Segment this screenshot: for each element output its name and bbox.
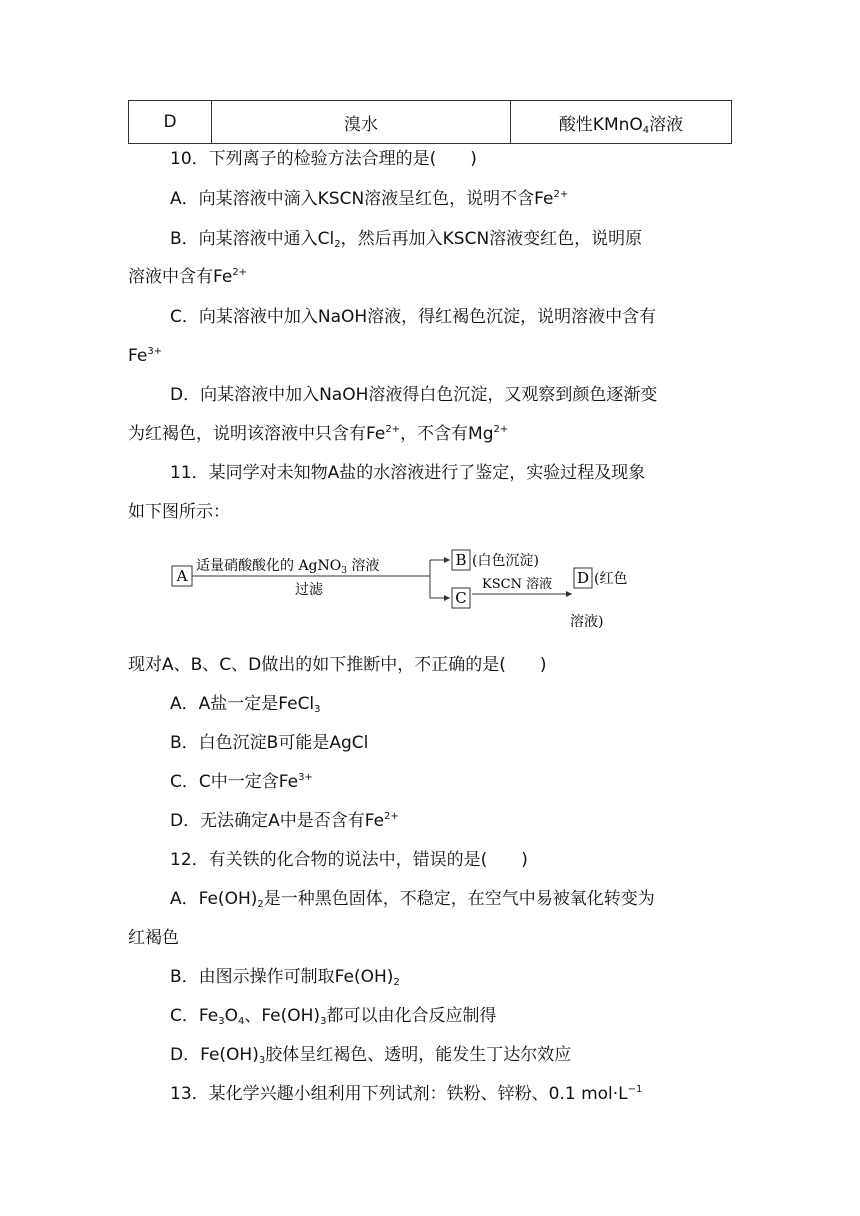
q10-option-b-line2: 溶液中含有$Fe^{2+}$ (128, 267, 248, 287)
arrowhead-d (566, 591, 572, 597)
q12-option-d: D．$Fe(OH)_3$胶体呈红褐色、透明，能发生丁达尔效应 (170, 1045, 572, 1066)
q12-option-c: C．$Fe_3O_4$、$Fe(OH)_3$都可以由化合反应制得 (170, 1006, 497, 1027)
box-b-label: B (455, 551, 467, 569)
q11-option-b: B．白色沉淀B可能是AgCl (170, 733, 369, 753)
filter-label: 过滤 (295, 582, 323, 598)
box-b-note: (白色沉淀) (472, 553, 539, 569)
box-d-note-1: (红色 (594, 571, 628, 587)
box-a-label: A (176, 567, 188, 585)
experiment-flow-diagram (170, 546, 650, 636)
q10-option-c-line2: $Fe^{3+}$ (128, 346, 163, 366)
q13-stem: 13．某化学兴趣小组利用下列试剂：铁粉、锌粉、0.1 $mol\cdot L^{-1}$ (170, 1084, 643, 1104)
q12-option-a-line2: 红褐色 (128, 928, 179, 948)
option-table (128, 100, 732, 144)
kscn-label: KSCN 溶液 (482, 577, 553, 592)
box-d-label: D (576, 569, 590, 587)
q12-option-b: B．由图示操作可制取$Fe(OH)_2$ (170, 967, 400, 988)
table-cell-reagent-2: 酸性KMnO$_4$溶液 (511, 101, 732, 144)
q11-option-d: D．无法确定A中是否含有$Fe^{2+}$ (170, 811, 399, 831)
box-d-note-2: 溶液) (570, 614, 604, 630)
q11-stem-line2: 如下图所示： (128, 502, 230, 522)
q10-option-d-line1: D．向某溶液中加入NaOH溶液得白色沉淀，又观察到颜色逐渐变 (170, 385, 658, 405)
table-cell-reagent-1: 溴水 (212, 101, 511, 144)
q10-option-c-line1: C．向某溶液中加入NaOH溶液，得红褐色沉淀，说明溶液中含有 (170, 307, 657, 327)
table-cell-label: D (129, 101, 212, 144)
arrowhead-c (444, 595, 450, 601)
table-row (129, 101, 732, 144)
q12-option-a-line1: A．$Fe(OH)_2$是一种黑色固体，不稳定，在空气中易被氧化转变为 (170, 889, 655, 910)
q11-option-a: A．A盐一定是FeCl$_3$ (170, 694, 321, 715)
box-c-label: C (455, 589, 467, 607)
q10-option-d-line2: 为红褐色，说明该溶液中只含有$Fe^{2+}$，不含有$Mg^{2+}$ (128, 424, 509, 444)
q10-option-b-line1: B．向某溶液中通入$Cl_2$，然后再加入KSCN溶液变红色，说明原 (170, 229, 643, 250)
q11-question: 现对A、B、C、D做出的如下推断中，不正确的是( ) (128, 655, 547, 675)
reagent-label: 适量硝酸酸化的 AgNO$_3$ 溶液 (196, 558, 380, 576)
q12-stem: 12．有关铁的化合物的说法中，错误的是( ) (170, 850, 528, 870)
q10-stem: 10．下列离子的检验方法合理的是( ) (170, 149, 477, 169)
q11-option-c: C．C中一定含$Fe^{3+}$ (170, 772, 313, 792)
arrowhead-b (444, 557, 450, 563)
q11-stem-line1: 11．某同学对未知物A盐的水溶液进行了鉴定，实验过程及现象 (170, 463, 646, 483)
q10-option-a: A．向某溶液中滴入KSCN溶液呈红色，说明不含$Fe^{2+}$ (170, 189, 569, 209)
